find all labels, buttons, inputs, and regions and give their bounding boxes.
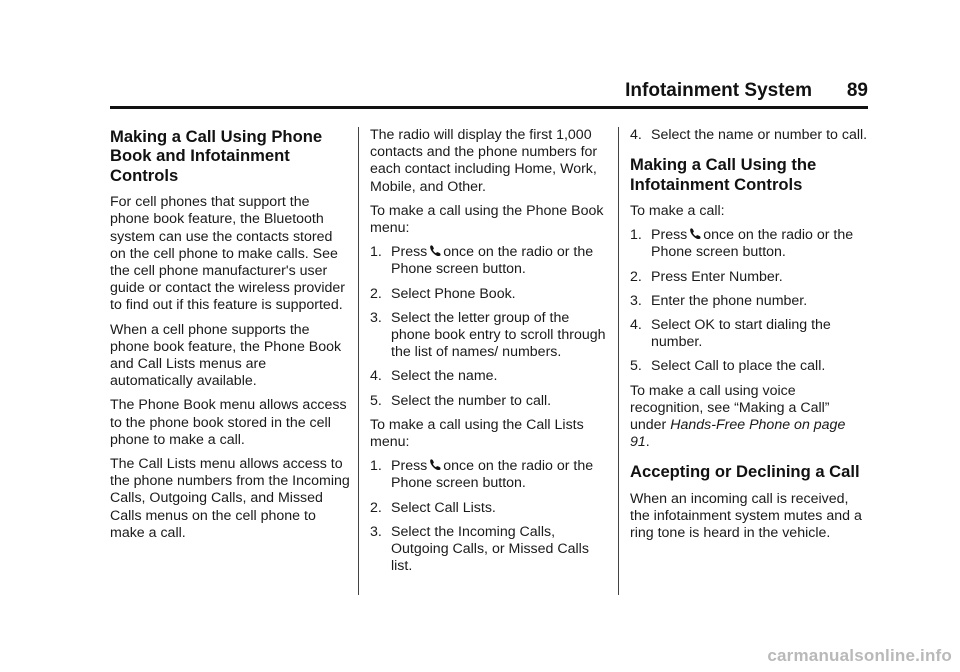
step-text: Press Enter Number.	[651, 268, 783, 285]
list-item	[630, 269, 868, 286]
paragraph: When a cell phone supports the phone book feature, the Phone Book and Call Lists menus are automatically available.	[110, 321, 342, 390]
step-number: 2.	[630, 268, 642, 285]
step-text: Press	[391, 458, 428, 475]
step-text: Select Phone Book.	[391, 285, 516, 302]
cross-reference-link[interactable]: Hands-Free Phone on page 91	[630, 417, 846, 451]
paragraph: The Call Lists menu allows access to the phone numbers from the Incoming Calls, Outgoing Calls, and Missed Calls menus on the cell phone to make a call.	[110, 456, 350, 541]
step-number: 1.	[630, 227, 642, 244]
paragraph: To make a call using the Phone Book menu:	[370, 202, 604, 237]
step-number: 1.	[370, 244, 382, 261]
list-item	[370, 310, 606, 362]
step-text: Press	[391, 244, 428, 261]
list-item	[630, 227, 868, 261]
list-item	[370, 368, 606, 385]
column-3	[630, 127, 868, 549]
phone-handset-icon	[689, 227, 702, 240]
paragraph: To make a call:	[630, 203, 725, 220]
list-item	[370, 286, 606, 303]
section-title: Infotainment System	[625, 80, 812, 101]
phone-handset-icon	[429, 244, 442, 257]
list-item	[630, 358, 868, 375]
step-text: Select the name.	[391, 368, 498, 385]
step-text: Press	[651, 227, 688, 244]
watermark: carmanualsonline.info	[767, 646, 952, 665]
list-item	[630, 317, 868, 351]
step-text: Select the letter group of the phone book entry to scroll through the list of names/ numbers.	[391, 309, 606, 361]
section-heading: Accepting or Declining a Call	[630, 462, 860, 482]
column-2	[370, 127, 606, 582]
step-number: 5.	[370, 392, 382, 409]
list-item	[370, 500, 606, 517]
page-number: 89	[846, 80, 868, 101]
step-number: 4.	[630, 127, 642, 143]
running-header	[110, 80, 868, 109]
paragraph	[630, 383, 868, 452]
paragraph: When an incoming call is received, the infotainment system mutes and a ring tone is heard in the vehicle.	[630, 490, 862, 542]
step-number: 2.	[370, 285, 382, 302]
step-number: 3.	[370, 309, 382, 326]
step-text: Select the Incoming Calls, Outgoing Calls, or Missed Calls list.	[391, 523, 589, 575]
step-number: 3.	[630, 292, 642, 309]
paragraph: The radio will display the first 1,000 contacts and the phone numbers for each contact including Home, Work, Mobile, and Other.	[370, 127, 598, 195]
section-heading: Making a Call Using Phone Book and Infotainment Controls	[110, 127, 323, 185]
step-text: Select the name or number to call.	[651, 127, 868, 143]
column-divider	[358, 127, 359, 595]
paragraph: For cell phones that support the phone book feature, the Bluetooth system can use the contacts stored on the cell phone to make calls. See the cell phone manufacturer's user guide or contact the wireless provider to find out if this feature is supported.	[110, 194, 346, 314]
voice-text: .	[645, 434, 650, 451]
list-item	[630, 293, 868, 310]
step-text: once on the radio or the Phone screen button.	[651, 227, 854, 261]
step-text: once on the radio or the Phone screen button.	[391, 458, 594, 492]
column-1	[110, 127, 350, 549]
step-number: 5.	[630, 358, 642, 375]
step-text: Select OK to start dialing the number.	[651, 317, 831, 351]
step-number: 2.	[370, 499, 382, 516]
step-number: 1.	[370, 458, 382, 475]
list-item	[370, 524, 606, 576]
step-text: Select Call to place the call.	[651, 358, 826, 375]
list-item	[370, 458, 606, 492]
step-text: Enter the phone number.	[651, 292, 808, 309]
voice-text: To make a call using voice recognition, see “Making a Call” under	[630, 382, 830, 434]
step-number: 4.	[370, 368, 382, 385]
phone-handset-icon	[429, 458, 442, 471]
paragraph: The Phone Book menu allows access to the phone book stored in the cell phone to make a call.	[110, 397, 347, 448]
step-text: Select Call Lists.	[391, 499, 496, 516]
list-item	[630, 127, 868, 144]
step-number: 4.	[630, 317, 642, 334]
step-text: Select the number to call.	[391, 392, 552, 409]
paragraph: To make a call using the Call Lists menu:	[370, 416, 584, 451]
step-text: once on the radio or the Phone screen button.	[391, 244, 594, 278]
section-heading: Making a Call Using the Infotainment Controls	[630, 155, 817, 194]
list-item	[370, 244, 606, 278]
list-item	[370, 393, 606, 410]
column-divider	[618, 127, 619, 595]
step-number: 3.	[370, 523, 382, 540]
